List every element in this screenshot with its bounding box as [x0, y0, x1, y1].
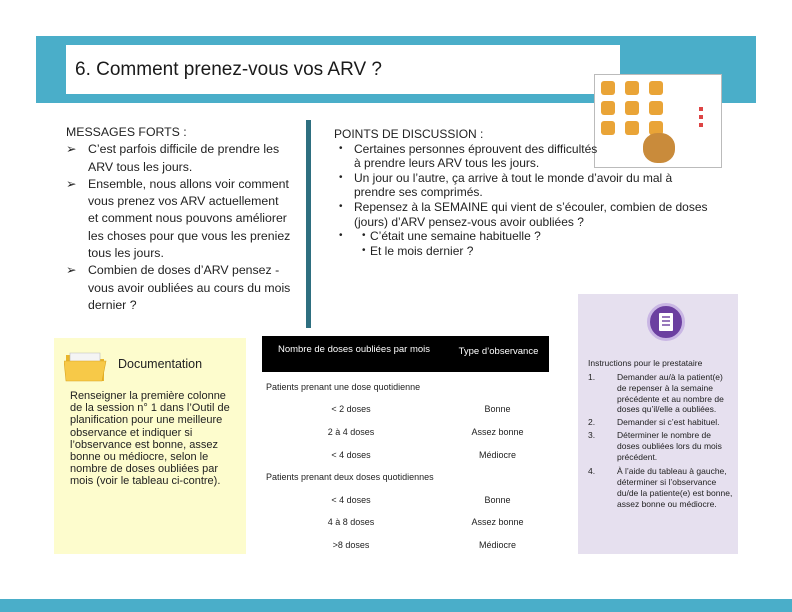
- instructions-list: [588, 372, 734, 510]
- type-cell: Assez bonne: [471, 427, 524, 437]
- key-messages: [66, 124, 292, 314]
- documentation-title: Documentation: [118, 357, 203, 371]
- discussion-subitem: • • C’était une semaine habituelle ?: [334, 229, 734, 244]
- message-item: ➢ Ensemble, nous allons voir comment vous prenez vos ARV actuellement et comment nous pouvons améliorer les choses pour que vous les preniez tous les jours.: [66, 176, 292, 262]
- discussion-heading: POINTS DE DISCUSSION :: [334, 127, 484, 141]
- documentation-text: Renseigner la première colonne de la session n° 1 dans l’Outil de planification pour une meilleure observance et indiquer si l’observance est bonne, assez bonne ou médiocre, selon le nombre de doses oubliées par mois (voir le tableau ci-contre).: [70, 390, 230, 488]
- type-cell: Bonne: [484, 495, 511, 505]
- message-item: ➢ C’est parfois difficile de prendre les ARV tous les jours.: [66, 141, 292, 176]
- instructions-title: Instructions pour le prestataire: [588, 358, 703, 368]
- doses-cell: < 2 doses: [331, 404, 371, 414]
- instruction-item: 2. Demander si c’est habituel.: [588, 417, 720, 428]
- adherence-table: [262, 336, 549, 554]
- messages-heading: MESSAGES FORTS :: [66, 125, 187, 139]
- discussion-subitems: [334, 229, 734, 258]
- table-header: [262, 336, 549, 372]
- discussion-item: • Certaines personnes éprouvent des difficultés à prendre leurs ARV tous les jours.: [334, 142, 604, 171]
- doses-cell: < 4 doses: [331, 495, 371, 505]
- type-cell: Assez bonne: [471, 517, 524, 527]
- instruction-item: 1. Demander au/à la patient(e) de repenser à la semaine précédente et au nombre de doses qu’il/elle a oubliées.: [588, 372, 724, 415]
- doses-cell: 4 à 8 doses: [327, 517, 375, 527]
- type-cell: Médiocre: [478, 450, 516, 460]
- page-title: 6. Comment prenez-vous vos ARV ?: [66, 45, 620, 94]
- discussion-points: [334, 127, 734, 258]
- type-cell: Médiocre: [478, 540, 516, 550]
- footer-band: [0, 599, 792, 612]
- doses-cell: < 4 doses: [331, 450, 371, 460]
- column-header: Type d’observance: [458, 346, 539, 357]
- discussion-item: • Repensez à la SEMAINE qui vient de s’écouler, combien de doses (jours) d’ARV pensez-vous avoir oubliées ?: [334, 200, 734, 229]
- discussion-subitem: • Et le mois dernier ?: [334, 244, 734, 259]
- message-item: ➢ Combien de doses d’ARV pensez -vous avoir oubliées au cours du mois dernier ?: [66, 262, 292, 314]
- table-section-label: Patients prenant une dose quotidienne: [266, 382, 421, 392]
- vertical-divider: [306, 120, 311, 328]
- instruction-item: 4. À l’aide du tableau à gauche, déterminer si l’observance du/de la patiente(e) est bonne, assez bonne ou médiocre.: [588, 466, 733, 509]
- folder-icon: [64, 349, 108, 383]
- instruction-item: 3. Déterminer le nombre de doses oubliées lors du mois précédent.: [588, 429, 722, 462]
- discussion-item: • Un jour ou l’autre, ça arrive à tout le monde d’avoir du mal à prendre ses comprimés.: [334, 171, 714, 200]
- column-header: Nombre de doses oubliées par mois: [277, 344, 431, 355]
- checklist-icon: [647, 303, 685, 341]
- type-cell: Bonne: [484, 404, 511, 414]
- table-section-label: Patients prenant deux doses quotidiennes: [266, 472, 434, 482]
- doses-cell: >8 doses: [332, 540, 370, 550]
- doses-cell: 2 à 4 doses: [327, 427, 375, 437]
